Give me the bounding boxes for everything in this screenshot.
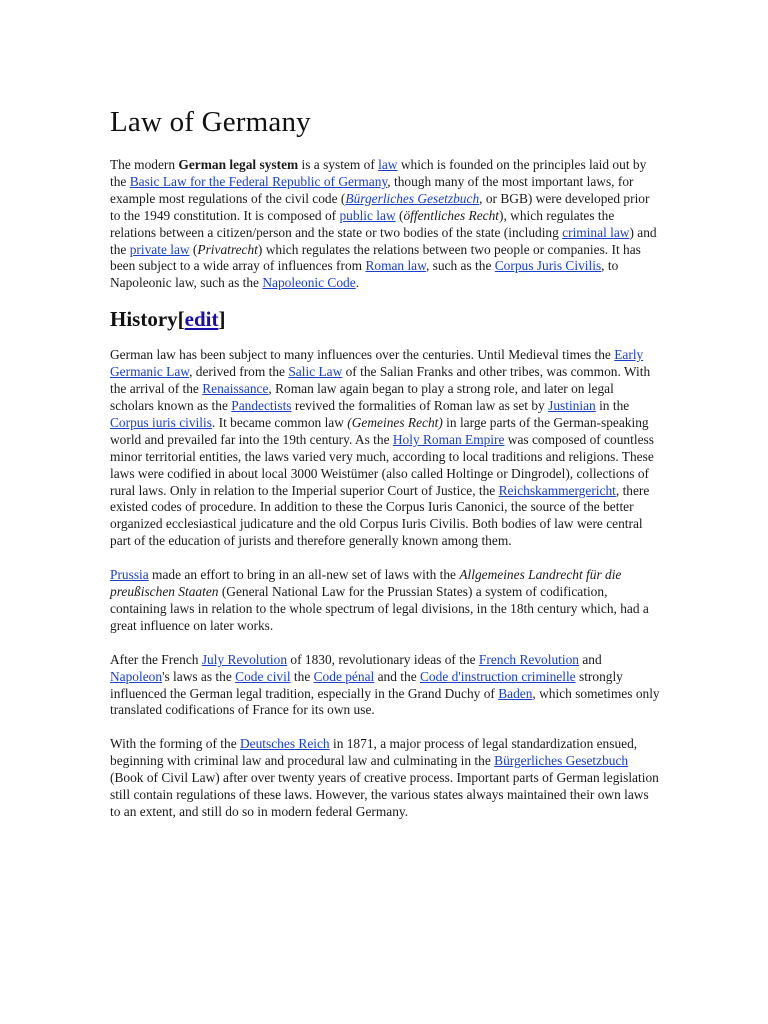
- text: After the French: [110, 651, 202, 667]
- link-public-law[interactable]: public law: [339, 207, 396, 223]
- text: , there existed codes of procedure. In addition to these the Corpus Iuris Canonici, the source of the better organized ecclesiastical judicature and the old Corpus Iuris Civilis. Both bodies of law were central part of the education of jurists and therefore generally known among them.: [110, 482, 650, 549]
- link-baden[interactable]: Baden: [498, 685, 533, 701]
- bold-term: German legal system: [178, 157, 299, 172]
- text: , though many of the most important laws, for example most regulations of the civil code (: [110, 173, 634, 206]
- text: , to Napoleonic law, such as the: [110, 258, 619, 291]
- heading-text: ]: [218, 307, 226, 332]
- link-july-revolution[interactable]: July Revolution: [201, 651, 288, 667]
- text: of 1830, revolutionary ideas of the: [287, 651, 479, 667]
- link-renaissance[interactable]: Renaissance: [202, 381, 269, 397]
- history-paragraph-1: [110, 347, 660, 550]
- italic-text: Privatrecht: [197, 241, 258, 257]
- link-deutsches-reich[interactable]: Deutsches Reich: [240, 736, 330, 752]
- history-paragraph-3: [110, 652, 660, 720]
- article: [110, 104, 660, 821]
- text: With the forming of the: [110, 736, 240, 752]
- link-corpus-juris-civilis[interactable]: Corpus Juris Civilis: [494, 258, 602, 274]
- text: (General National Law for the Prussian States) a system of codification, containing laws in relation to the whole spectrum of legal divisions, in the 18th century which, had a great influence on later works.: [110, 584, 649, 633]
- text: strongly influenced the German legal tradition, especially in the Grand Duchy of: [110, 668, 623, 701]
- text: . It became common law: [211, 414, 348, 430]
- text: German law has been subject to many influences over the centuries. Until Medieval times the: [110, 347, 615, 363]
- text: in large parts of the German-speaking world and prevailed far into the 19th century. As the: [110, 414, 649, 447]
- text: (: [395, 207, 404, 223]
- link-roman-law[interactable]: Roman law: [365, 258, 426, 274]
- text: the: [290, 668, 314, 684]
- link-criminal-law[interactable]: criminal law: [562, 224, 630, 240]
- text: made an effort to bring in an all-new set of laws with the: [148, 567, 460, 583]
- text: .: [355, 275, 360, 291]
- link-pandectists[interactable]: Pandectists: [231, 397, 292, 413]
- text: which is founded on the principles laid out by the: [110, 157, 647, 189]
- text: , which sometimes only translated codifications of France for its own use.: [110, 685, 660, 718]
- link-early-germanic-law[interactable]: Early Germanic Law: [110, 347, 644, 380]
- page-title: Law of Germany: [110, 106, 311, 138]
- text: (: [189, 241, 198, 257]
- text: , Roman law again began to play a strong role, and later on legal scholars known as the: [110, 381, 614, 413]
- link-burgerliches-gesetzbuch[interactable]: Bürgerliches Gesetzbuch: [494, 753, 629, 769]
- link-salic-law[interactable]: Salic Law: [288, 364, 343, 380]
- text: and the: [374, 668, 420, 684]
- text: ) which regulates the relations between two people or companies. It has been subject to a wide array of influences from: [110, 241, 641, 274]
- link-napoleonic-code[interactable]: Napoleonic Code: [262, 275, 356, 291]
- text: in the: [595, 397, 630, 413]
- text: revived the formalities of Roman law as set by: [291, 397, 549, 413]
- history-paragraph-2: [110, 567, 660, 635]
- link-reichskammergericht[interactable]: Reichskammergericht: [498, 482, 616, 498]
- link-basic-law[interactable]: Basic Law for the Federal Republic of Germany: [129, 173, 388, 189]
- link-law[interactable]: law: [378, 157, 398, 172]
- link-code-civil[interactable]: Code civil: [235, 668, 291, 684]
- text: , or BGB) were developed prior to the 1949 constitution. It is composed of: [110, 190, 650, 223]
- link-code-penal[interactable]: Code pénal: [313, 668, 375, 684]
- italic-text: öffentliches Recht: [403, 207, 500, 223]
- text: ) and the: [110, 224, 657, 257]
- text: The modern: [110, 157, 179, 172]
- text: (Book of Civil Law) after over twenty years of creative process. Important parts of German legislation still contain regulations of these laws. However, the various states always maintained their own laws to an extent, and still do so in modern federal Germany.: [110, 770, 659, 819]
- text: was composed of countless minor territorial entities, the laws varied very much, according to local traditions and religions. These laws were codified in about local 3000 Weistümer (also called Holtinge or Dingrodel), collections of rural laws. Only in relation to the Imperial superior Court of Justice, the: [110, 431, 654, 498]
- link-prussia[interactable]: Prussia: [110, 567, 149, 583]
- text: 's laws as the: [162, 668, 236, 684]
- text: , derived from the: [189, 364, 289, 380]
- edit-link[interactable]: edit: [184, 307, 219, 332]
- text: in 1871, a major process of legal standardization ensued, beginning with criminal law and procedural law and culminating in the: [110, 736, 638, 769]
- link-holy-roman-empire[interactable]: Holy Roman Empire: [392, 431, 505, 447]
- link-corpus-iuris-civilis[interactable]: Corpus iuris civilis: [110, 414, 212, 430]
- text: is a system of: [298, 157, 379, 172]
- section-heading-history: [110, 305, 660, 333]
- link-french-revolution[interactable]: French Revolution: [478, 651, 579, 667]
- link-private-law[interactable]: private law: [129, 241, 190, 257]
- text: and: [578, 651, 602, 667]
- italic-text: Bürgerliches Gesetzbuch: [345, 190, 480, 206]
- heading-text: History[: [110, 307, 185, 332]
- italic-text: (Gemeines Recht): [347, 414, 443, 430]
- link-code-instruction-criminelle[interactable]: Code d'instruction criminelle: [420, 668, 576, 684]
- text: , such as the: [425, 258, 495, 274]
- link-justinian[interactable]: Justinian: [548, 397, 596, 413]
- history-paragraph-4: [110, 736, 660, 821]
- intro-paragraph: [110, 157, 660, 292]
- text: ), which regulates the relations between a citizen/person and the state or two bodies of the state (including: [110, 207, 615, 240]
- link-bgb[interactable]: [345, 191, 479, 206]
- italic-text: Allgemeines Landrecht für die preußischen Staaten: [110, 567, 622, 600]
- link-napoleon[interactable]: Napoleon: [110, 668, 163, 684]
- text: of the Salian Franks and other tribes, was common. With the arrival of the: [110, 364, 651, 397]
